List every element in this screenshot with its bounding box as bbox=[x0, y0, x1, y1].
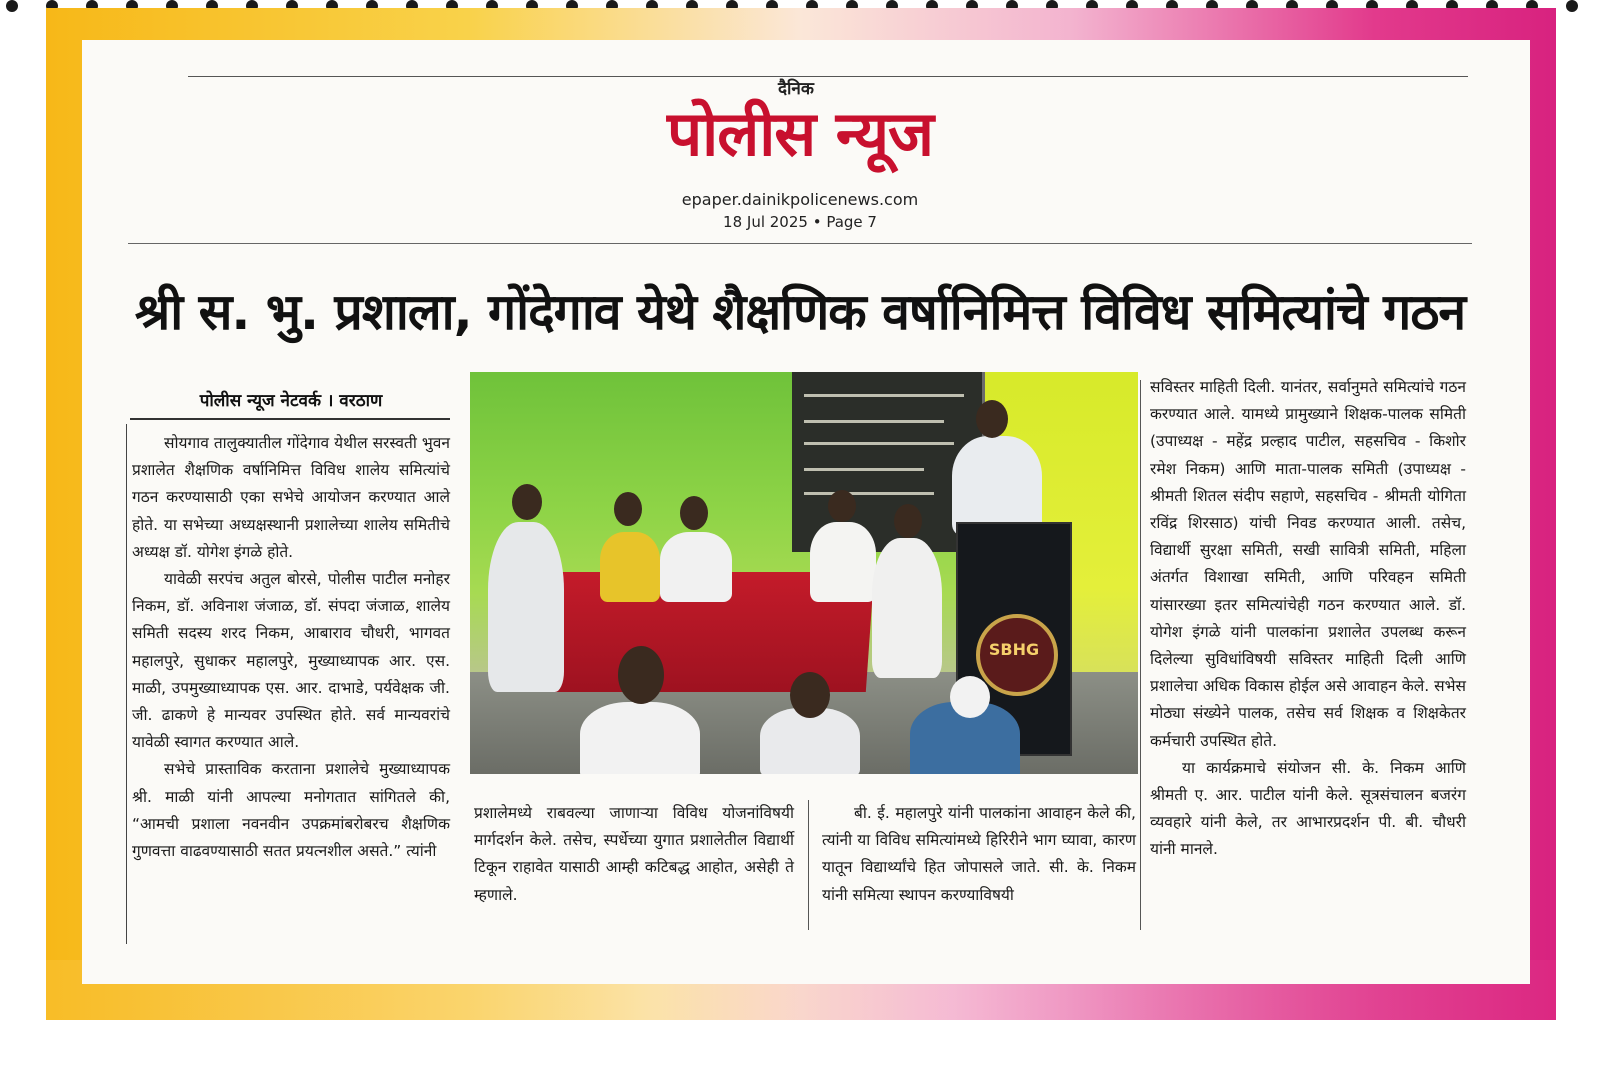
article-column-1 bbox=[132, 430, 450, 865]
byline-underline bbox=[130, 418, 450, 420]
left-margin-rule bbox=[126, 424, 127, 944]
article-column-4 bbox=[1150, 374, 1466, 864]
masthead-daily-label: दैनिक bbox=[778, 79, 814, 99]
binding-ring bbox=[6, 0, 18, 12]
date-page: 18 Jul 2025 • Page 7 bbox=[723, 213, 877, 231]
article-column-3 bbox=[822, 800, 1136, 909]
epaper-url: epaper.dainikpolicenews.com bbox=[681, 190, 919, 209]
top-rule bbox=[188, 76, 1468, 77]
paragraph: या कार्यक्रमाचे संयोजन सी. के. निकम आणि श्रीमती ए. आर. पाटील यांनी केले. सूत्रसंचालन बजरंग व्यवहारे यांनी केले, तर आभारप्रदर्शन पी. बी. चौधरी यांनी मानले. bbox=[1150, 758, 1466, 859]
masthead-title: पोलीस न्यूज bbox=[666, 97, 934, 170]
article-column-2 bbox=[474, 800, 794, 909]
paragraph: बी. ई. महालपुरे यांनी पालकांना आवाहन केले की, त्यांनी या विविध समित्यांमध्ये हिरिरीने भाग घ्यावा, कारण यातून विद्यार्थ्यांचे हित जोपासले जाते. सी. के. निकम यांनी समित्या स्थापन करण्याविषयी bbox=[822, 804, 1136, 904]
paragraph: प्रशालेमध्ये राबवल्या जाणाऱ्या विविध योजनांविषयी मार्गदर्शन केले. तसेच, स्पर्धेच्या युगात प्रशालेतील विद्यार्थी टिकून राहावेत यासाठी आम्ही कटिबद्ध आहोत, असेही ते म्हणाले. bbox=[474, 804, 794, 904]
event-photo bbox=[470, 372, 1138, 774]
podium-logo-text: SBHG bbox=[988, 640, 1040, 659]
paragraph: सभेचे प्रास्ताविक करताना प्रशालेचे मुख्याध्यापक श्री. माळी यांनी आपल्या मनोगतात सांगितले की, “आमची प्रशाला नवनवीन उपक्रमांबरोबरच शैक्षणिक गुणवत्ता वाढवण्यासाठी सतत प्रयत्नशील असते.” त्यांनी bbox=[132, 760, 450, 861]
binding-ring bbox=[1566, 0, 1578, 12]
article-headline: श्री स. भु. प्रशाला, गोंदेगाव येथे शैक्षणिक वर्षानिमित्त विविध समित्यांचे गठन bbox=[134, 283, 1466, 341]
byline: पोलीस न्यूज नेटवर्क । वरठाण bbox=[199, 391, 383, 411]
header-divider bbox=[128, 243, 1472, 244]
column-separator bbox=[808, 800, 809, 930]
paragraph: यावेळी सरपंच अतुल बोरसे, पोलीस पाटील मनोहर निकम, डॉ. अविनाश जंजाळ, डॉ. संपदा जंजाळ, शालेय समिती सदस्य शरद निकम, आबाराव चौधरी, भागवत महालपुरे, सुधाकर महालपुरे, मुख्याध्यापक आर. एस. माळी, उपमुख्याध्यापक एस. आर. दाभाडे, पर्यवेक्षक जी. जी. ढाकणे हे मान्यवर उपस्थित होते. सर्व मान्यवरांचे यावेळी स्वागत करण्यात आले. bbox=[132, 570, 450, 752]
paragraph: सोयगाव तालुक्यातील गोंदेगाव येथील सरस्वती भुवन प्रशालेत शैक्षणिक वर्षानिमित्त विविध शालेय समित्यांचे गठन करण्यासाठी एका सभेचे आयोजन करण्यात आले होते. या सभेच्या अध्यक्षस्थानी प्रशालेच्या शालेय समितीचे अध्यक्ष डॉ. योगेश इंगळे होते. bbox=[132, 434, 450, 561]
paragraph: सविस्तर माहिती दिली. यानंतर, सर्वानुमते समित्यांचे गठन करण्यात आले. यामध्ये प्रामुख्याने शिक्षक-पालक समिती (उपाध्यक्ष - महेंद्र प्रल्हाद पाटील, सहसचिव - किशोर रमेश निकम) आणि माता-पालक समिती (उपाध्यक्ष - श्रीमती शितल संदीप सहाणे, सहसचिव - श्रीमती योगिता रविंद्र शिरसाठ) यांची निवड करण्यात आली. तसेच, विद्यार्थी सुरक्षा समिती, सखी सावित्री समिती, महिला अंतर्गत विशाखा समिती, आणि परिवहन समिती यांसारख्या इतर समित्यांचेही गठन करण्यात आले. डॉ. योगेश इंगळे यांनी पालकांना प्रशालेत उपलब्ध करून दिलेल्या सुविधांविषयी सविस्तर माहिती दिली आणि प्रशालेचा अधिक विकास होईल असे आवाहन केले. सभेस मोठ्या संख्येने पालक, तसेच सर्व शिक्षक व शिक्षकेतर कर्मचारी उपस्थित होते. bbox=[1150, 378, 1466, 750]
column-separator bbox=[1140, 380, 1141, 930]
